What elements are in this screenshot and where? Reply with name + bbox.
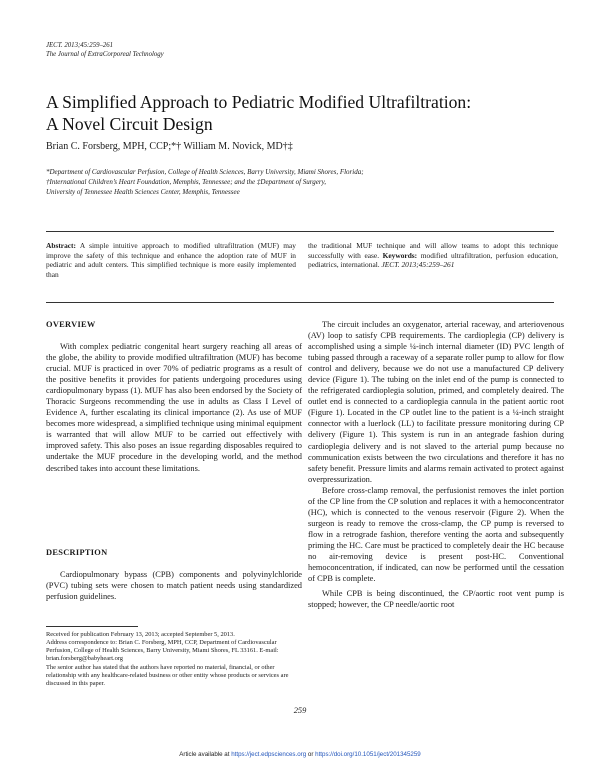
article-title	[46, 91, 566, 135]
overview-paragraph: With complex pediatric congenital heart surgery reaching all areas of the globe, the ability to provide modified ultrafiltration (MUF) has become crucial. MUF is practiced in over 70% of pediatric programs as a result of the positive benefits it provides for patients undergoing procedures using cardiopulmonary bypass (1). MUF has also been endorsed by the Society of Thoracic Surgeons recommending the use in adults as Class I Level of Evidence A, further escalating its clinical importance (2). As use of MUF becomes more widespread, a simplified technique using minimal equipment is warranted that will allow MUF to be carried out effectively with improved safety. This also poses an issue regarding disposables required to undertake the MUF procedure in the developing world, and the method described takes into account these limitations.	[46, 342, 302, 473]
page-number: 259	[293, 706, 307, 715]
abstract-citation: JECT. 2013;45:259–261	[379, 260, 455, 270]
journal-citation: JECT. 2013;45:259–261	[46, 42, 114, 49]
availability-prefix: Article available at	[179, 751, 232, 758]
article-availability-bar	[0, 751, 600, 758]
abstract-text-continued: the traditional MUF technique and will allow teams to adopt this technique successfully with ease.	[308, 241, 558, 260]
abstract-left-column	[46, 241, 296, 279]
description-heading: DESCRIPTION	[46, 548, 108, 557]
footnote-correspondence: Address correspondence to: Brian C. Forsberg, MPH, CCP, Department of Cardiovascular Perfusion, College of Health Sciences, Barry University, Miami Shores, FL 33161. E-mail: brian.forsberg@babyheart.org	[46, 639, 279, 663]
body-paragraph: Before cross-clamp removal, the perfusionist removes the inlet portion of the CP line from the CP solution and replaces it with a hemoconcentrator (HC), which is connected to the venous reservoir (Figure 2). When the surgeon is ready to remove the cross-clamp, the CP pump is reversed to flow in a retrograde fashion, therefore venting the aorta and subsequently priming the HC. Care must be practiced to completely deair the HC because no air-removing device is present post-HC. Conventional hemoconcentration, if indicated, can now be performed until the cessation of CPB is complete.	[308, 485, 564, 584]
abstract-text: A simple intuitive approach to modified ultrafiltration (MUF) may improve the safety of this technique and enhance the adoption rate of MUF in pediatric and adult centers. This simplified technique is more easily implemented than	[46, 241, 296, 279]
keywords-label: Keywords:	[379, 250, 418, 260]
article-title-line1: A Simplified Approach to Pediatric Modified Ultrafiltration:	[46, 92, 472, 112]
description-body	[46, 569, 302, 602]
article-title-line2: A Novel Circuit Design	[46, 114, 213, 134]
abstract-label: Abstract:	[46, 241, 76, 250]
journal-name: The Journal of ExtraCorporeal Technology	[46, 51, 164, 58]
abstract-top-rule	[46, 231, 554, 232]
description-paragraph: Cardiopulmonary bypass (CPB) components and polyvinylchloride (PVC) tubing sets were chosen to match patient needs using standardized perfusion guidelines.	[46, 570, 302, 602]
body-paragraph: The circuit includes an oxygenator, arterial raceway, and arteriovenous (AV) loop to satisfy CPB requirements. The cardioplegia (CP) delivery is accomplished using a simple ¼-inch internal diameter (ID) PVC length of tubing passed through a raceway of a separate roller pump to allow for flow control and delivery, because we do not use a manufactured CP delivery device (Figure 1). The tubing on the inlet end of the pump is connected to the refrigerated cardioplegia solution, primed, and completely deaired. The outlet end is connected to a cardioplegia cannula in the patient aortic root (Figure 1). Located in the CP outlet line to the patient is a ¼-inch straight connector with a luerlock (LL) to facilitate pressure monitoring during CP delivery (Figure 1). This system is run in an antegrade fashion during cardioplegia delivery and is not slaved to the arterial pump because no communication exists between the two circulations and therefore it has no safety benefit. Pressure limits and alarms remain activated to protect against overpressurization.	[308, 320, 564, 484]
author-affiliations	[46, 167, 526, 198]
overview-heading: OVERVIEW	[46, 320, 96, 329]
journal-header	[46, 41, 164, 59]
abstract-bottom-rule	[46, 302, 554, 303]
article-authors: Brian C. Forsberg, MPH, CCP;*† William M. Novick, MD†‡	[46, 141, 293, 152]
footnote-disclosure: The senior author has stated that the authors have reported no material, financial, or other relationship with any healthcare-related business or other entity whose products or services are discussed in this paper.	[46, 663, 289, 687]
footnote-rule	[46, 626, 138, 627]
doi-link[interactable]: https://doi.org/10.1051/ject/201345259	[315, 751, 421, 758]
right-column-body	[308, 319, 564, 610]
affiliation-line: University of Tennessee Health Sciences Center, Memphis, Tennessee	[46, 188, 240, 197]
abstract-right-column	[308, 241, 558, 270]
affiliation-line: †International Children’s Heart Foundation, Memphis, Tennessee; and the ‡Department of Surgery,	[46, 178, 327, 187]
article-footnote	[46, 631, 302, 688]
availability-or: or	[306, 751, 316, 758]
affiliation-line: *Department of Cardiovascular Perfusion, College of Health Sciences, Barry University, Miami Shores, Florida;	[46, 168, 364, 176]
journal-site-link[interactable]: https://ject.edpsciences.org	[231, 751, 307, 758]
footnote-received: Received for publication February 13, 2013; accepted September 5, 2013.	[46, 631, 235, 638]
body-paragraph: While CPB is being discontinued, the CP/aortic root vent pump is stopped; however, the CP needle/aortic root	[308, 589, 564, 610]
overview-body	[46, 341, 302, 474]
keywords-text: modified ultrafiltration, perfusion education, pediatrics, international.	[308, 250, 558, 270]
